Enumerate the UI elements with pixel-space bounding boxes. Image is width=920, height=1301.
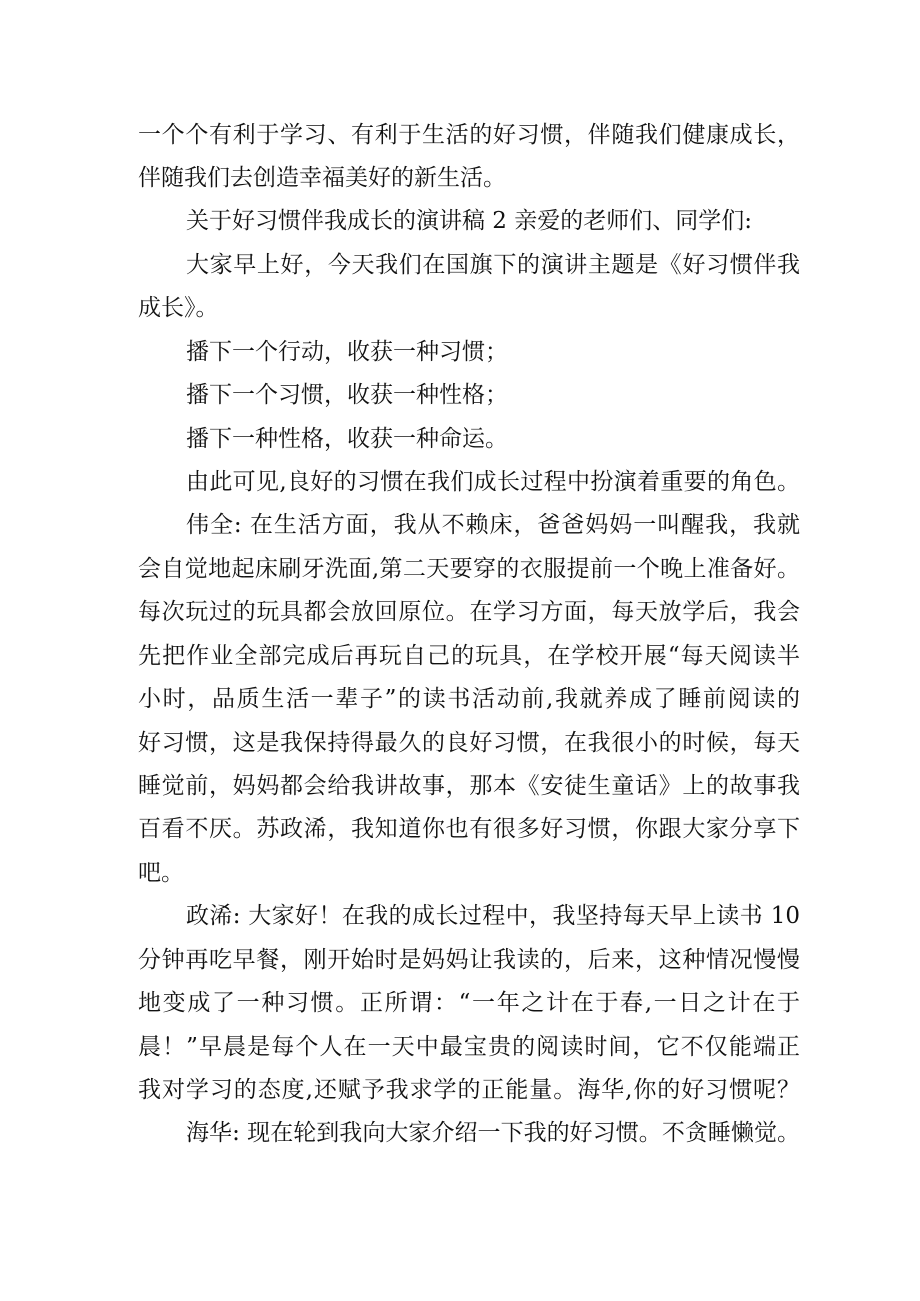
- text-line: 小时，品质生活一辈子”的读书活动前,我就养成了睡前阅读的: [138, 686, 800, 712]
- text-line: 地变成了一种习惯。正所谓：“一年之计在于春,一日之计在于: [138, 990, 800, 1016]
- text-line: 百看不厌。苏政浠，我知道你也有很多好习惯，你跟大家分享下: [138, 816, 800, 842]
- text-line: 伴随我们去创造幸福美好的新生活。: [138, 165, 506, 191]
- text-line: 晨！”早晨是每个人在一天中最宝贵的阅读时间，它不仅能端正: [138, 1034, 800, 1060]
- text-line: 会自觉地起床刷牙洗面,第二天要穿的衣服提前一个晚上准备好。: [138, 556, 800, 582]
- text-line: 好习惯，这是我保持得最久的良好习惯，在我很小的时候，每天: [138, 730, 800, 756]
- text-line: 播下一个习惯，收获一种性格；: [186, 382, 508, 408]
- text-line: 睡觉前，妈妈都会给我讲故事，那本《安徒生童话》上的故事我: [138, 773, 800, 799]
- text-line: 伟全: 在生活方面，我从不赖床，爸爸妈妈一叫醒我，我就: [186, 512, 800, 538]
- text-line: 分钟再吃早餐，刚开始时是妈妈让我读的，后来，这种情况慢慢: [138, 947, 800, 973]
- text-line: 由此可见,良好的习惯在我们成长过程中扮演着重要的角色。: [186, 469, 800, 495]
- text-line: 成长》。: [138, 295, 219, 321]
- text-line: 先把作业全部完成后再玩自己的玩具，在学校开展“每天阅读半: [138, 643, 800, 669]
- text-line: 一个个有利于学习、有利于生活的好习惯，伴随我们健康成长，: [138, 122, 800, 148]
- text-line: 海华: 现在轮到我向大家介绍一下我的好习惯。不贪睡懒觉。: [186, 1120, 800, 1146]
- text-line: 吧。: [138, 860, 184, 886]
- text-line: 关于好习惯伴我成长的演讲稿 2 亲爱的老师们、同学们:: [186, 208, 753, 234]
- text-line: 政浠: 大家好！在我的成长过程中，我坚持每天早上读书 10: [186, 903, 800, 929]
- text-line: 播下一种性格，收获一种命运。: [186, 426, 508, 452]
- text-line: 每次玩过的玩具都会放回原位。在学习方面，每天放学后，我会: [138, 599, 800, 625]
- text-line: 大家早上好，今天我们在国旗下的演讲主题是《好习惯伴我: [186, 252, 800, 278]
- text-line: 播下一个行动，收获一种习惯；: [186, 339, 508, 365]
- text-line: 我对学习的态度,还赋予我求学的正能量。海华,你的好习惯呢？: [138, 1077, 800, 1103]
